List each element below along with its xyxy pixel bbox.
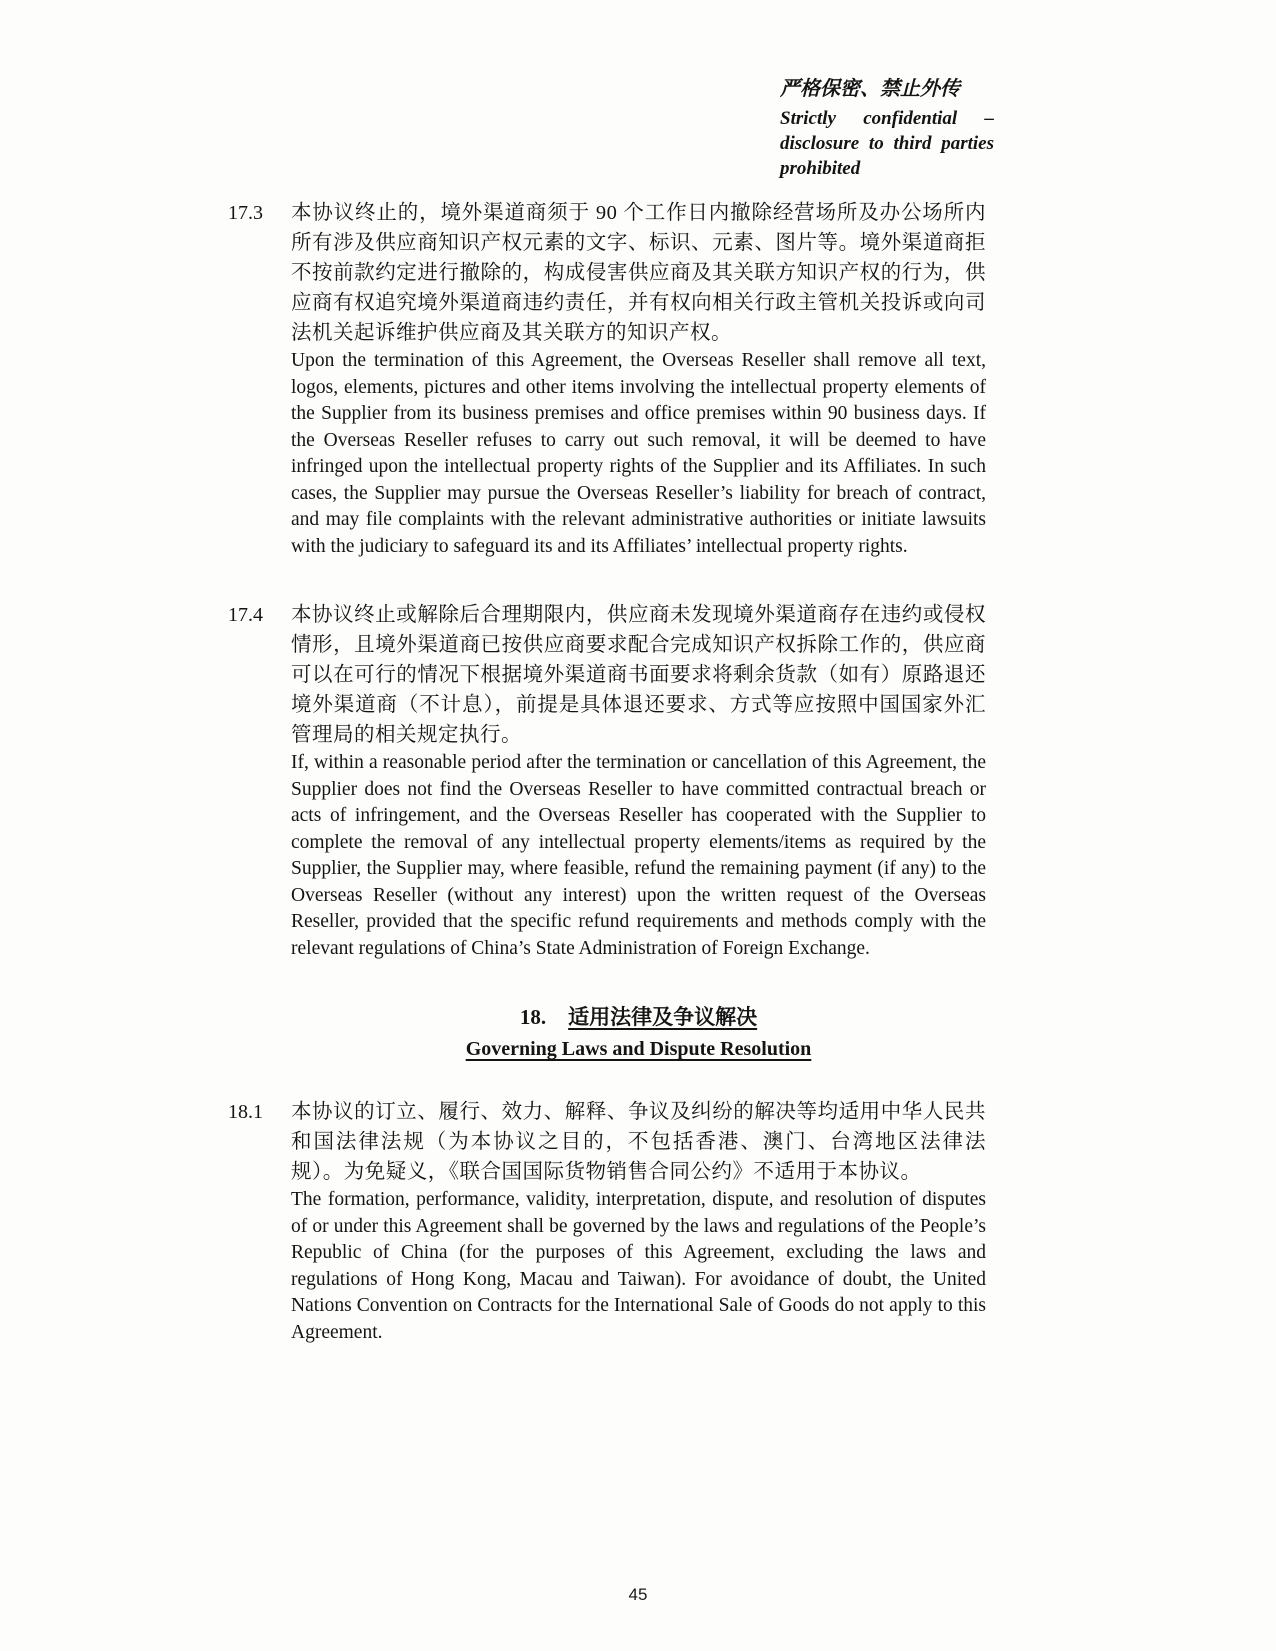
clause-17-3-number: 17.3 xyxy=(228,202,263,224)
clause-18-1-text-en: The formation, performance, validity, interpretation, dispute, and resolution of disputes of or under this Agreement shall be governed by the laws and regulations of the People’s Republic of China (for the purposes of this Agreement, excluding the laws and regulations of Hong Kong, Macau and Taiwan). For avoidance of doubt, the United Nations Convention on Contracts for the International Sale of Goods do not apply to this Agreement. xyxy=(291,1189,986,1343)
clause-17-3-text-cn: 本协议终止的，境外渠道商须于 90 个工作日内撤除经营场所及办公场所内所有涉及供应商知识产权元素的文字、标识、元素、图片等。境外渠道商拒不按前款约定进行撤除的，构成侵害供应商及其关联方知识产权的行为，供应商有权追究境外渠道商违约责任，并有权向相关行政主管机关投诉或向司法机关起诉维护供应商及其关联方的知识产权。 xyxy=(291,202,986,344)
confidentiality-notice xyxy=(780,76,994,181)
section-18-title-en: Governing Laws and Dispute Resolution xyxy=(465,1038,812,1060)
section-18-heading xyxy=(291,1002,986,1063)
clause-17-3 xyxy=(228,198,986,560)
clause-18-1-number: 18.1 xyxy=(228,1101,263,1123)
clause-17-4 xyxy=(228,600,986,962)
section-18-heading-en-line xyxy=(291,1036,986,1063)
clause-17-3-body xyxy=(291,198,986,560)
clause-17-4-body xyxy=(291,600,986,962)
document-content xyxy=(228,198,986,1386)
clause-17-4-text-en: If, within a reasonable period after the termination or cancellation of this Agreement, the Supplier does not find the Overseas Reseller to have committed contractual breach or acts of infringement, and the Overseas Reseller has cooperated with the Supplier to complete the removal of any intellectual property elements/items as required by the Supplier, the Supplier may, where feasible, refund the remaining payment (if any) to the Overseas Reseller (without any interest) upon the written request of the Overseas Reseller, provided that the specific refund requirements and methods comply with the relevant regulations of China’s State Administration of Foreign Exchange. xyxy=(291,752,986,959)
section-18-number: 18. xyxy=(519,1005,547,1029)
confidentiality-notice-cn: 严格保密、禁止外传 xyxy=(780,78,960,100)
section-18-heading-cn-line xyxy=(291,1002,986,1032)
clause-17-4-number: 17.4 xyxy=(228,604,263,626)
section-18-title-cn: 适用法律及争议解决 xyxy=(568,1005,758,1029)
clause-17-3-text-en: Upon the termination of this Agreement, the Overseas Reseller shall remove all text, logos, elements, pictures and other items involving the intellectual property elements of the Supplier from its business premises and office premises within 90 business days. If the Overseas Reseller refuses to carry out such removal, it will be deemed to have infringed upon the intellectual property rights of the Supplier and its Affiliates. In such cases, the Supplier may pursue the Overseas Reseller’s liability for breach of contract, and may file complaints with the relevant administrative authorities or initiate lawsuits with the judiciary to safeguard its and its Affiliates’ intellectual property rights. xyxy=(291,350,986,557)
confidentiality-notice-en: Strictly confidential – disclosure to third parties prohibited xyxy=(780,108,994,179)
clause-18-1 xyxy=(228,1097,986,1346)
clause-18-1-body xyxy=(291,1097,986,1346)
clause-18-1-text-cn: 本协议的订立、履行、效力、解释、争议及纠纷的解决等均适用中华人民共和国法律法规（为本协议之目的，不包括香港、澳门、台湾地区法律法规）。为免疑义，《联合国国际货物销售合同公约》不适用于本协议。 xyxy=(291,1101,986,1183)
clause-17-4-text-cn: 本协议终止或解除后合理期限内，供应商未发现境外渠道商存在违约或侵权情形，且境外渠道商已按供应商要求配合完成知识产权拆除工作的，供应商可以在可行的情况下根据境外渠道商书面要求将剩余货款（如有）原路退还境外渠道商（不计息），前提是具体退还要求、方式等应按照中国国家外汇管理局的相关规定执行。 xyxy=(291,604,986,746)
page-number: 45 xyxy=(628,1585,648,1604)
